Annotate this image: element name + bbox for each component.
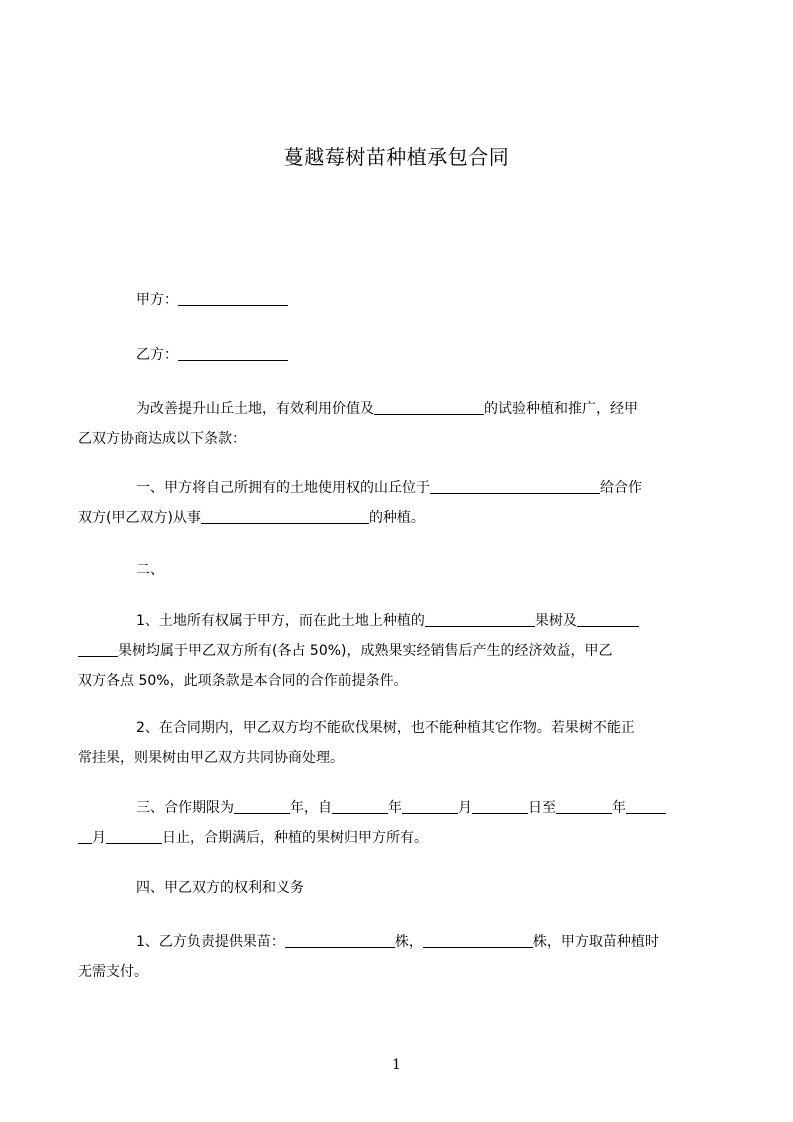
clause-2-2-text-2: 常挂果，则果树由甲乙双方共同协商处理。: [78, 750, 344, 766]
clause-1-text-2a: 双方(甲乙双方)从事: [78, 510, 201, 526]
clause-2-1-fruit-blank-1: [425, 612, 535, 627]
clause-4-1-text-1a: 1、乙方负责提供果苗：: [136, 934, 285, 950]
clause-4-1-text-1b: 株，: [394, 934, 423, 950]
clause-3-text-1a: 三、合作期限为: [136, 800, 234, 816]
intro-text-1b: 的试验种植和推广，经甲: [484, 401, 638, 417]
party-a-line: [107, 285, 707, 315]
clause-4-1-qty-blank-1: [285, 933, 395, 948]
clause-3-text-1d: 月: [458, 800, 472, 816]
clause-2-2-text-1: 2、在合同期内，甲乙双方均不能砍伐果树，也不能种植其它作物。若果树不能正: [136, 720, 635, 736]
page-number: 1: [392, 1057, 401, 1073]
clause-4-1-text-1c: 株，甲方取苗种植时: [532, 934, 659, 950]
document-title: 蔓越莓树苗种植承包合同: [283, 145, 510, 169]
party-a-label: 甲方：: [136, 292, 178, 308]
clause-3-end-month-blank-b: [78, 829, 92, 844]
intro-blank: [374, 400, 484, 415]
clause-2-heading-text: 二、: [136, 562, 164, 578]
clause-1-text-1b: 给合作: [600, 480, 642, 496]
clause-4-heading-text: 四、甲乙双方的权利和义务: [136, 880, 304, 896]
clause-4-1-paragraph: [78, 927, 707, 987]
clause-3-text-1f: 年: [612, 800, 626, 816]
clause-3-start-month-blank: [402, 799, 458, 814]
clause-2-2-paragraph: [78, 713, 707, 773]
clause-4-heading: [107, 873, 707, 903]
clause-3-text-2a: 月: [92, 830, 106, 846]
clause-3-start-year-blank: [332, 799, 388, 814]
clause-3-end-year-blank: [556, 799, 612, 814]
clause-2-1-text-2a: 果树均属于甲乙双方所有(各占 50%)，成熟果实经销售后产生的经济效益，甲乙: [118, 643, 613, 659]
party-a-blank: [178, 291, 288, 306]
clause-1-text-1a: 一、甲方将自己所拥有的土地使用权的山丘位于: [136, 480, 430, 496]
clause-3-years-blank: [234, 799, 290, 814]
party-b-line: [107, 340, 707, 370]
clause-2-heading: [107, 555, 707, 585]
party-b-label: 乙方：: [136, 347, 178, 363]
clause-3-paragraph: [92, 793, 707, 853]
clause-2-1-fruit-blank-2b: [78, 642, 118, 657]
clause-3-end-day-blank: [106, 829, 162, 844]
clause-2-1-fruit-blank-2a: [577, 612, 639, 627]
intro-text-2: 乙双方协商达成以下条款：: [78, 431, 246, 447]
intro-paragraph: [78, 394, 707, 454]
clause-2-1-text-1b: 果树及: [534, 613, 577, 629]
clause-2-1-text-3: 双方各点 50%，此项条款是本合同的合作前提条件。: [78, 673, 408, 689]
party-b-blank: [178, 346, 288, 361]
clause-4-1-text-2: 无需支付。: [78, 964, 148, 980]
intro-text-1a: 为改善提升山丘土地，有效利用价值及: [136, 401, 374, 417]
clause-1-crop-blank: [201, 509, 369, 524]
clause-3-end-month-blank-a: [626, 799, 666, 814]
clause-2-1-text-1a: 1、土地所有权属于甲方，而在此土地上种植的: [136, 613, 425, 629]
clause-3-text-1b: 年，自: [290, 800, 332, 816]
clause-3-start-day-blank: [472, 799, 528, 814]
clause-2-1-paragraph: [78, 606, 707, 696]
clause-1-paragraph: [78, 473, 707, 533]
clause-3-text-1c: 年: [388, 800, 402, 816]
clause-3-text-2b: 日止，合期满后，种植的果树归甲方所有。: [162, 830, 428, 846]
clause-1-text-2b: 的种植。: [368, 510, 425, 526]
clause-4-1-qty-blank-2: [423, 933, 533, 948]
clause-3-text-1e: 日至: [528, 800, 556, 816]
clause-1-location-blank: [430, 479, 600, 494]
